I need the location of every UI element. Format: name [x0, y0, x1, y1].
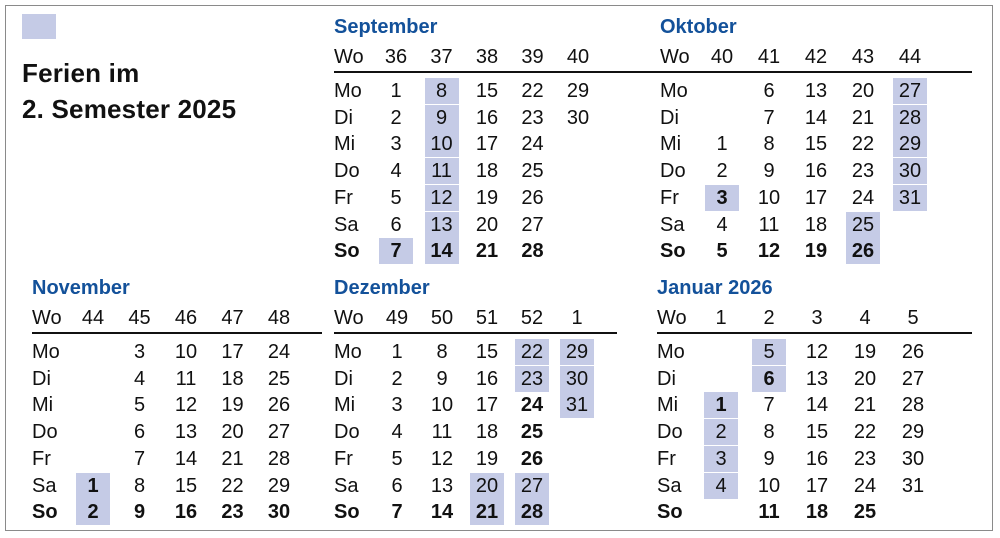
- month-title: Oktober: [660, 16, 737, 38]
- day-cell: 25: [267, 367, 291, 390]
- weekday-label: Sa: [32, 474, 57, 497]
- day-cell: 19: [221, 394, 244, 417]
- day-cell: 12: [805, 341, 829, 363]
- week-number: 49: [385, 307, 409, 329]
- holiday-day-cell: 8: [425, 78, 459, 104]
- day-cell: 30: [267, 501, 291, 524]
- holiday-day-cell: 27: [893, 78, 927, 104]
- day-cell: 16: [475, 106, 499, 129]
- weekday-label: So: [334, 240, 360, 263]
- weekday-label: Do: [334, 160, 360, 183]
- holiday-day-cell: 2: [76, 499, 110, 525]
- day-cell: 3: [133, 341, 146, 363]
- week-number: 39: [521, 46, 544, 68]
- holiday-day-cell: 11: [425, 158, 459, 184]
- day-cell: 16: [805, 447, 829, 470]
- week-number: 50: [430, 307, 454, 329]
- day-cell: 2: [391, 367, 403, 390]
- day-cell: 22: [521, 80, 544, 102]
- week-number: 4: [859, 307, 871, 329]
- holiday-day-cell: 27: [515, 473, 549, 499]
- day-cell: 6: [133, 421, 146, 444]
- day-cell: 21: [221, 447, 244, 470]
- day-cell: 8: [763, 133, 775, 156]
- weekday-label: Di: [32, 367, 51, 390]
- week-number: 43: [851, 46, 875, 68]
- day-cell: 22: [851, 133, 875, 156]
- day-cell: 2: [716, 160, 728, 183]
- day-cell: 15: [475, 341, 499, 363]
- day-cell: 13: [174, 421, 198, 444]
- day-cell: 10: [757, 474, 781, 497]
- header-rule: [32, 332, 322, 334]
- day-cell: 13: [805, 367, 829, 390]
- day-cell: 18: [804, 213, 828, 236]
- month-title: November: [32, 277, 130, 299]
- weekday-label: Do: [32, 421, 58, 444]
- day-cell: 15: [174, 474, 198, 497]
- weekday-label: So: [32, 501, 58, 524]
- weekday-label: Fr: [32, 447, 51, 470]
- day-cell: 1: [391, 341, 403, 363]
- weekday-label: Mo: [660, 80, 688, 102]
- weekday-label: Fr: [660, 186, 679, 209]
- holiday-day-cell: 10: [425, 131, 459, 157]
- holiday-day-cell: 4: [704, 473, 738, 499]
- day-cell: 22: [853, 421, 877, 444]
- day-cell: 23: [851, 160, 875, 183]
- day-cell: 22: [221, 474, 244, 497]
- holiday-day-cell: 20: [470, 473, 504, 499]
- day-cell: 8: [436, 341, 448, 363]
- day-cell: 24: [267, 341, 291, 363]
- weekday-label: So: [657, 501, 683, 524]
- day-cell: 2: [390, 106, 402, 129]
- holiday-day-cell: 1: [76, 473, 110, 499]
- day-cell: 4: [133, 367, 146, 390]
- weekday-label: Mi: [334, 394, 356, 417]
- week-number: 45: [128, 307, 151, 329]
- day-cell: 9: [763, 447, 775, 470]
- day-cell: 27: [267, 421, 291, 444]
- weekday-label: Fr: [657, 447, 676, 470]
- day-cell: 16: [475, 367, 499, 390]
- day-cell: 21: [853, 394, 877, 417]
- week-number: 5: [907, 307, 919, 329]
- week-number: 42: [804, 46, 828, 68]
- weekday-label: Di: [660, 106, 679, 129]
- day-cell: 17: [804, 186, 828, 209]
- day-cell: 12: [757, 240, 781, 263]
- header-rule: [657, 332, 972, 334]
- weekday-label: Sa: [660, 213, 685, 236]
- week-number: 37: [430, 46, 453, 68]
- week-label: Wo: [334, 307, 364, 329]
- day-cell: 20: [851, 80, 875, 102]
- day-cell: 11: [175, 367, 197, 390]
- day-cell: 26: [267, 394, 291, 417]
- day-cell: 24: [521, 133, 544, 156]
- holiday-day-cell: 6: [752, 366, 786, 392]
- weekday-label: Sa: [657, 474, 682, 497]
- holiday-day-cell: 9: [425, 105, 459, 131]
- day-cell: 25: [853, 501, 877, 524]
- weekday-label: Mi: [334, 133, 356, 156]
- month-title: Dezember: [334, 277, 430, 299]
- holiday-day-cell: 30: [893, 158, 927, 184]
- holiday-day-cell: 25: [846, 212, 880, 238]
- day-cell: 13: [430, 474, 454, 497]
- day-cell: 6: [763, 80, 775, 102]
- weekday-label: Di: [334, 106, 353, 129]
- day-cell: 18: [475, 160, 499, 183]
- day-cell: 7: [391, 501, 403, 524]
- day-cell: 23: [521, 106, 544, 129]
- page-title-line-1: Ferien im: [22, 58, 140, 88]
- week-label: Wo: [32, 307, 62, 329]
- day-cell: 4: [390, 160, 402, 183]
- day-cell: 15: [804, 133, 828, 156]
- weekday-label: Mo: [334, 80, 362, 102]
- day-cell: 17: [475, 394, 499, 417]
- day-cell: 20: [853, 367, 877, 390]
- day-cell: 26: [521, 186, 544, 209]
- weekday-label: Mo: [32, 341, 60, 363]
- holiday-day-cell: 3: [704, 446, 738, 472]
- week-number: 1: [715, 307, 727, 329]
- holiday-day-cell: 5: [752, 339, 786, 365]
- day-cell: 31: [901, 474, 925, 497]
- day-cell: 19: [475, 186, 499, 209]
- holiday-day-cell: 31: [560, 392, 594, 418]
- day-cell: 27: [901, 367, 925, 390]
- day-cell: 24: [853, 474, 877, 497]
- day-cell: 3: [391, 394, 403, 417]
- day-cell: 14: [174, 447, 198, 470]
- header-rule: [334, 71, 670, 73]
- day-cell: 7: [133, 447, 146, 470]
- day-cell: 18: [221, 367, 244, 390]
- header-rule: [334, 332, 617, 334]
- day-cell: 3: [390, 133, 402, 156]
- weekday-label: Do: [657, 421, 683, 444]
- week-number: 36: [384, 46, 408, 68]
- day-cell: 5: [716, 240, 728, 263]
- day-cell: 28: [521, 240, 544, 263]
- day-cell: 28: [267, 447, 291, 470]
- week-number: 52: [520, 307, 544, 329]
- holiday-day-cell: 28: [893, 105, 927, 131]
- week-label: Wo: [657, 307, 687, 329]
- month-title: September: [334, 16, 438, 38]
- weekday-label: Sa: [334, 213, 359, 236]
- holiday-day-cell: 26: [846, 238, 880, 264]
- day-cell: 24: [520, 394, 544, 417]
- weekday-label: Sa: [334, 474, 359, 497]
- day-cell: 20: [221, 421, 244, 444]
- day-cell: 14: [805, 394, 829, 417]
- holiday-day-cell: 22: [515, 339, 549, 365]
- holiday-day-cell: 2: [704, 419, 738, 445]
- day-cell: 10: [430, 394, 454, 417]
- day-cell: 23: [221, 501, 244, 524]
- day-cell: 14: [430, 501, 454, 524]
- week-number: 48: [267, 307, 291, 329]
- day-cell: 29: [267, 474, 291, 497]
- day-cell: 5: [133, 394, 146, 417]
- day-cell: 11: [758, 501, 780, 524]
- week-number: 40: [566, 46, 590, 68]
- header-rule: [660, 71, 972, 73]
- day-cell: 30: [566, 106, 590, 129]
- holiday-day-cell: 7: [379, 238, 413, 264]
- weekday-label: Do: [334, 421, 360, 444]
- day-cell: 1: [390, 80, 402, 102]
- weekday-label: Mi: [660, 133, 682, 156]
- day-cell: 16: [804, 160, 828, 183]
- holiday-day-cell: 28: [515, 499, 549, 525]
- day-cell: 11: [758, 213, 780, 236]
- week-number: 46: [174, 307, 198, 329]
- weekday-label: Mo: [334, 341, 362, 363]
- day-cell: 19: [804, 240, 828, 263]
- day-cell: 16: [174, 501, 198, 524]
- day-cell: 27: [521, 213, 544, 236]
- weekday-label: So: [334, 501, 360, 524]
- day-cell: 19: [853, 341, 877, 363]
- day-cell: 20: [475, 213, 499, 236]
- day-cell: 5: [391, 447, 403, 470]
- day-cell: 9: [763, 160, 775, 183]
- page-title-line-2: 2. Semester 2025: [22, 94, 237, 124]
- holiday-day-cell: 12: [425, 185, 459, 211]
- week-number: 41: [757, 46, 781, 68]
- day-cell: 10: [757, 186, 781, 209]
- day-cell: 15: [805, 421, 829, 444]
- day-cell: 30: [901, 447, 925, 470]
- day-cell: 7: [763, 394, 775, 417]
- week-number: 40: [710, 46, 734, 68]
- day-cell: 23: [853, 447, 877, 470]
- day-cell: 5: [390, 186, 402, 209]
- day-cell: 29: [901, 421, 925, 444]
- weekday-label: Do: [660, 160, 686, 183]
- holiday-day-cell: 29: [893, 131, 927, 157]
- holiday-day-cell: 1: [704, 392, 738, 418]
- day-cell: 21: [475, 240, 499, 263]
- holiday-day-cell: 29: [560, 339, 594, 365]
- day-cell: 19: [475, 447, 499, 470]
- weekday-label: Mi: [32, 394, 54, 417]
- week-number: 1: [571, 307, 583, 329]
- week-number: 38: [475, 46, 499, 68]
- day-cell: 29: [566, 80, 590, 102]
- day-cell: 25: [521, 160, 544, 183]
- day-cell: 28: [901, 394, 925, 417]
- holiday-day-cell: 13: [425, 212, 459, 238]
- weekday-label: Fr: [334, 447, 353, 470]
- day-cell: 25: [520, 421, 544, 444]
- holiday-day-cell: 3: [705, 185, 739, 211]
- day-cell: 12: [430, 447, 454, 470]
- weekday-label: So: [660, 240, 686, 263]
- day-cell: 18: [475, 421, 499, 444]
- month-title: Januar 2026: [657, 277, 773, 299]
- day-cell: 6: [390, 213, 402, 236]
- holiday-day-cell: 23: [515, 366, 549, 392]
- day-cell: 26: [901, 341, 925, 363]
- weekday-label: Mo: [657, 341, 685, 363]
- day-cell: 17: [221, 341, 244, 363]
- week-number: 47: [221, 307, 244, 329]
- day-cell: 9: [133, 501, 146, 524]
- day-cell: 11: [431, 421, 453, 444]
- week-number: 51: [475, 307, 499, 329]
- day-cell: 4: [391, 421, 403, 444]
- day-cell: 24: [851, 186, 875, 209]
- holiday-day-cell: 30: [560, 366, 594, 392]
- day-cell: 17: [805, 474, 829, 497]
- week-number: 44: [81, 307, 105, 329]
- day-cell: 8: [133, 474, 146, 497]
- day-cell: 12: [174, 394, 198, 417]
- weekday-label: Di: [657, 367, 676, 390]
- day-cell: 7: [763, 106, 775, 129]
- day-cell: 21: [851, 106, 875, 129]
- weekday-label: Fr: [334, 186, 353, 209]
- day-cell: 1: [716, 133, 728, 156]
- day-cell: 18: [805, 501, 829, 524]
- day-cell: 8: [763, 421, 775, 444]
- day-cell: 14: [804, 106, 828, 129]
- week-label: Wo: [334, 46, 364, 68]
- day-cell: 10: [174, 341, 198, 363]
- day-cell: 6: [391, 474, 403, 497]
- week-number: 44: [898, 46, 922, 68]
- weekday-label: Di: [334, 367, 353, 390]
- day-cell: 17: [475, 133, 499, 156]
- day-cell: 15: [475, 80, 499, 102]
- holiday-day-cell: 21: [470, 499, 504, 525]
- weekday-label: Mi: [657, 394, 679, 417]
- day-cell: 4: [716, 213, 728, 236]
- holiday-day-cell: 31: [893, 185, 927, 211]
- week-number: 3: [811, 307, 823, 329]
- day-cell: 9: [436, 367, 448, 390]
- holiday-legend-swatch: [22, 14, 56, 39]
- day-cell: 13: [804, 80, 828, 102]
- week-label: Wo: [660, 46, 690, 68]
- week-number: 2: [763, 307, 775, 329]
- holiday-day-cell: 14: [425, 238, 459, 264]
- day-cell: 26: [520, 447, 544, 470]
